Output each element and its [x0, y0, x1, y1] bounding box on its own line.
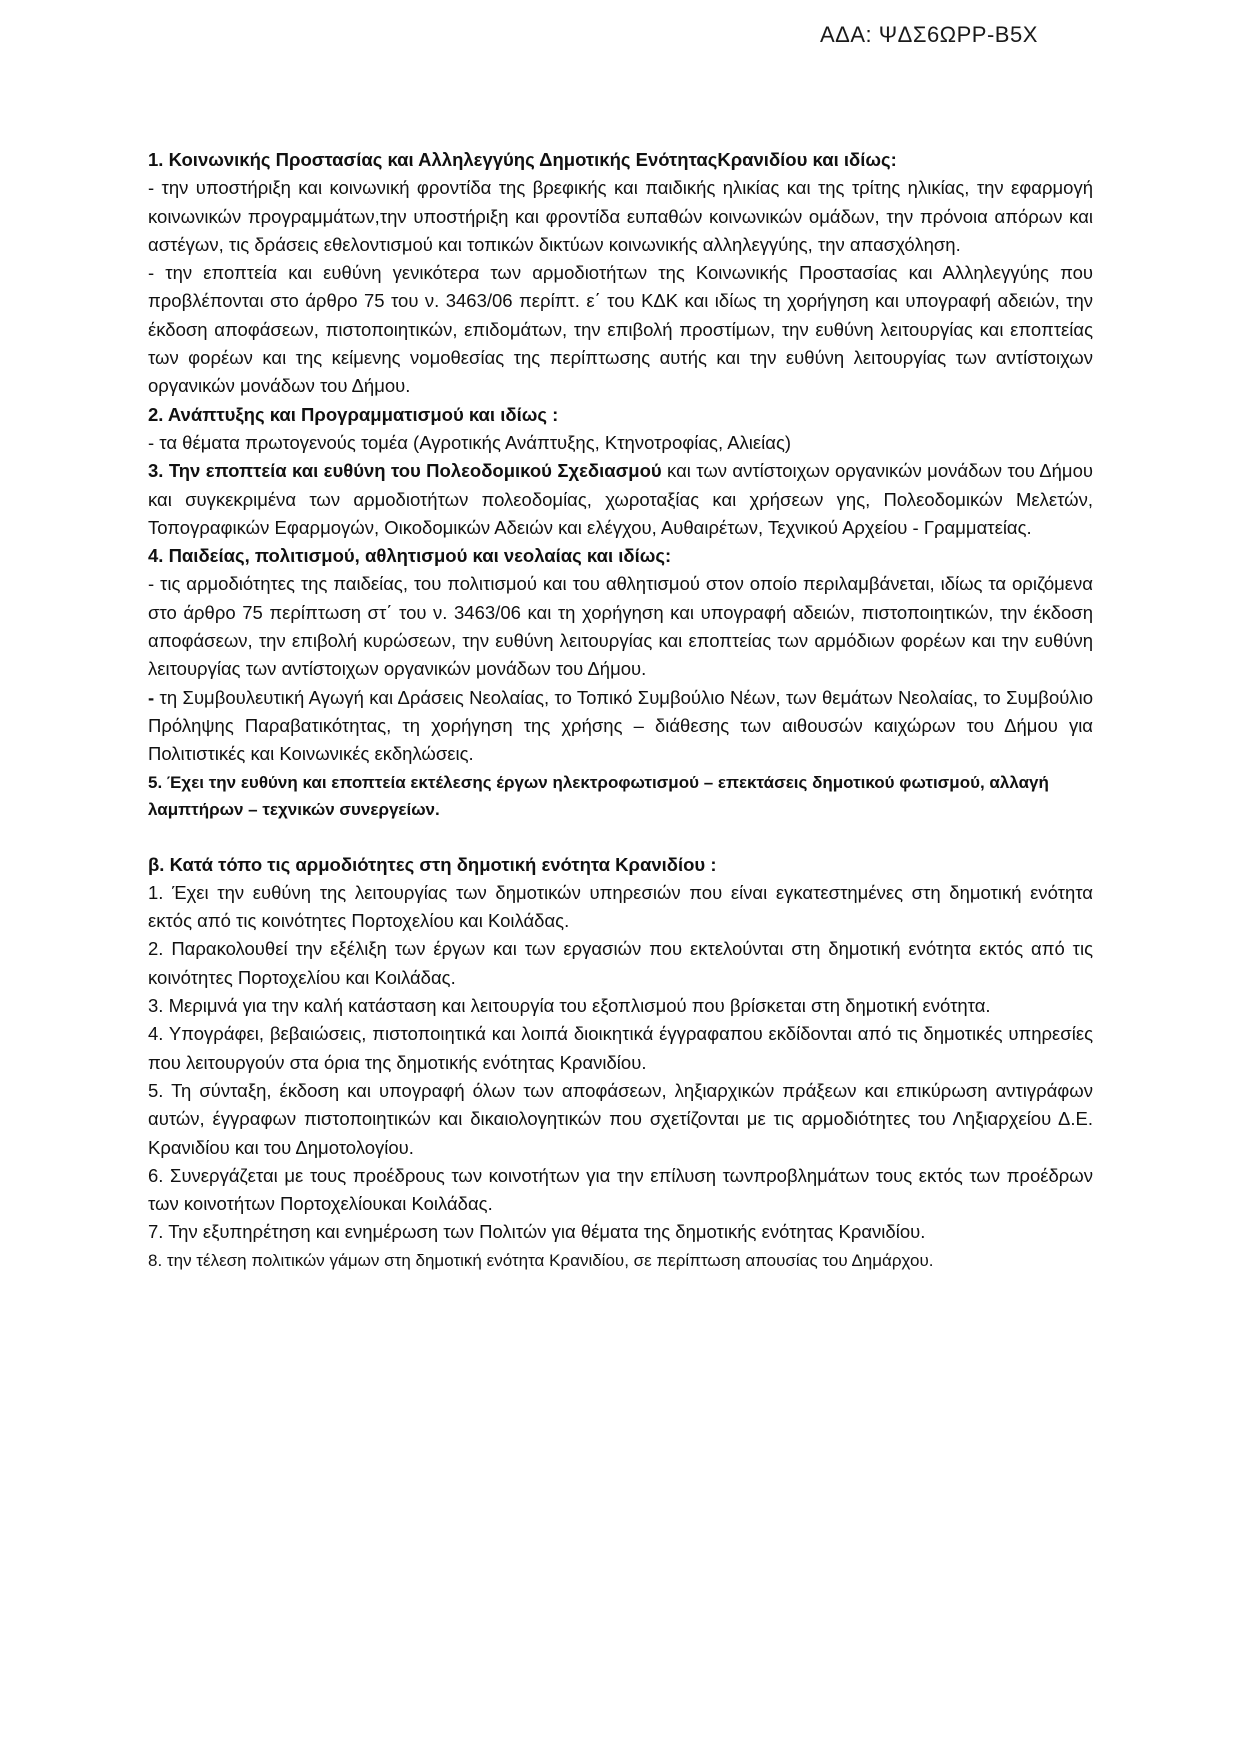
ada-identifier: ΑΔΑ: ΨΔΣ6ΩΡΡ-Β5Χ [820, 22, 1038, 47]
section-4-paragraph-2 [148, 684, 1093, 769]
section-b-item-4: 4. Υπογράφει, βεβαιώσεις, πιστοποιητικά και λοιπά διοικητικά έγγραφαπου εκδίδονται από τις δημοτικές υπηρεσίες που λειτουργούν στα όρια της δημοτικής ενότητας Κρανιδίου. [148, 1023, 1093, 1073]
section-2-paragraph-1: - τα θέματα πρωτογενούς τομέα (Αγροτικής Ανάπτυξης, Κτηνοτροφίας, Αλιείας) [148, 431, 792, 453]
section-3-heading: 3. Την εποπτεία και ευθύνη του Πολεοδομικού Σχεδιασμού [148, 460, 662, 482]
section-1-paragraph-2: - την εποπτεία και ευθύνη γενικότερα των αρμοδιοτήτων της Κοινωνικής Προστασίας και Αλληλεγγύης που προβλέπονται στο άρθρο 75 του ν. 3463/06 περίπτ. ε΄ του ΚΔΚ και ιδίως τη χορήγηση και υπογραφή αδειών, την έκδοση αποφάσεων, πιστοποιητικών, επιδομάτων, την επιβολή προστίμων, την ευθύνη λειτουργίας και εποπτείας των φορέων και της κείμενης νομοθεσίας της περίπτωσης αυτής και την ευθύνη λειτουργίας των αντίστοιχων οργανικών μονάδων του Δήμου. [148, 262, 1093, 397]
section-b-item-5: 5. Τη σύνταξη, έκδοση και υπογραφή όλων των αποφάσεων, ληξιαρχικών πράξεων και επικύρωση αντιγράφων αυτών, έγγραφων πιστοποιητικών και δικαιολογητικών που σχετίζονται με τις αρμοδιότητες του Ληξιαρχείου Δ.Ε. Κρανιδίου και του Δημοτολογίου. [148, 1079, 1093, 1158]
section-b-item-6: 6. Συνεργάζεται με τους προέδρους των κοινοτήτων για την επίλυση τωνπροβλημάτων τους εκτός των προέδρων των κοινοτήτων Πορτοχελίουκαι Κοιλάδας. [148, 1164, 1093, 1215]
section-3-text: και των αντίστοιχων οργανικών μονάδων του Δήμου και συγκεκριμένα των αρμοδιοτήτων πολεοδομίας, χωροταξίας και χρήσεων γης, Πολεοδομικών Μελετών, Τοπογραφικών Εφαρμογών, Οικοδομικών Αδειών και ελέγχου, Αυθαιρέτων, Τεχνικού Αρχείου - Γραμματείας. [148, 460, 1093, 538]
section-b-item-2: 2. Παρακολουθεί την εξέλιξη των έργων και των εργασιών που εκτελούνται στη δημοτική ενότητα εκτός από τις κοινότητες Πορτοχελίου και Κοιλάδας. [148, 938, 1093, 988]
spacer [148, 823, 1093, 851]
section-4-dash: - [148, 686, 155, 708]
section-3-paragraph [148, 457, 1093, 542]
section-2-heading: 2. Ανάπτυξης και Προγραμματισμού και ιδίως : [148, 403, 559, 425]
section-4-text: τη Συμβουλευτική Αγωγή και Δράσεις Νεολαίας, το Τοπικό Συμβούλιο Νέων, των θεμάτων Νεολαίας, το Συμβούλιο Πρόληψης Παραβατικότητας, τη χορήγηση της χρήσης – διάθεσης των αιθουσών καιχώρων του Δήμου για Πολιτιστικές και Κοινωνικές εκδηλώσεις. [148, 686, 1093, 765]
section-1-paragraph-1: - την υποστήριξη και κοινωνική φροντίδα της βρεφικής και παιδικής ηλικίας και της τρίτης ηλικίας, την εφαρμογή κοινωνικών προγραμμάτων,την υποστήριξη και φροντίδα ευπαθών κοινωνικών ομάδων, την πρόνοια απόρων και αστέγων, τις δράσεις εθελοντισμού και τοπικών δικτύων κοινωνικής αλληλεγγύης, την απασχόληση. [148, 177, 1093, 255]
section-b-heading: β. Κατά τόπο τις αρμοδιότητες στη δημοτική ενότητα Κρανιδίου : [148, 853, 717, 875]
section-b-item-8: 8. την τέλεση πολιτικών γάμων στη δημοτική ενότητα Κρανιδίου, σε περίπτωση απουσίας του Δημάρχου. [148, 1250, 934, 1270]
document-body [148, 146, 1093, 1274]
section-b-item-1: 1. Έχει την ευθύνη της λειτουργίας των δημοτικών υπηρεσιών που είναι εγκατεστημένες στη δημοτική ενότητα εκτός από τις κοινότητες Πορτοχελίου και Κοιλάδας. [148, 881, 1093, 932]
section-b-item-3: 3. Μεριμνά για την καλή κατάσταση και λειτουργία του εξοπλισμού που βρίσκεται στη δημοτική ενότητα. [148, 995, 991, 1017]
section-b-item-7: 7. Την εξυπηρέτηση και ενημέρωση των Πολιτών για θέματα της δημοτικής ενότητας Κρανιδίου. [148, 1221, 926, 1243]
section-5-heading: 5. Έχει την ευθύνη και εποπτεία εκτέλεσης έργων ηλεκτροφωτισμού – επεκτάσεις δημοτικού φωτισμού, αλλαγή λαμπτήρων – τεχνικών συνεργείων. [148, 772, 1049, 819]
section-4-paragraph-1: - τις αρμοδιότητες της παιδείας, του πολιτισμού και του αθλητισμού στον οποίο περιλαμβάνεται, ιδίως τα οριζόμενα στο άρθρο 75 περίπτωση στ΄ του ν. 3463/06 και τη χορήγηση και υπογραφή αδειών, πιστοποιητικών, την έκδοση αποφάσεων, την επιβολή κυρώσεων, την ευθύνη λειτουργίας και εποπτείας των αρμόδιων φορέων και την ευθύνη λειτουργίας των αντίστοιχων οργανικών μονάδων του Δήμου. [148, 573, 1093, 680]
section-4-heading: 4. Παιδείας, πολιτισμού, αθλητισμού και νεολαίας και ιδίως: [148, 545, 672, 567]
section-1-heading: 1. Κοινωνικής Προστασίας και Αλληλεγγύης Δημοτικής ΕνότηταςΚρανιδίου και ιδίως: [148, 149, 897, 170]
